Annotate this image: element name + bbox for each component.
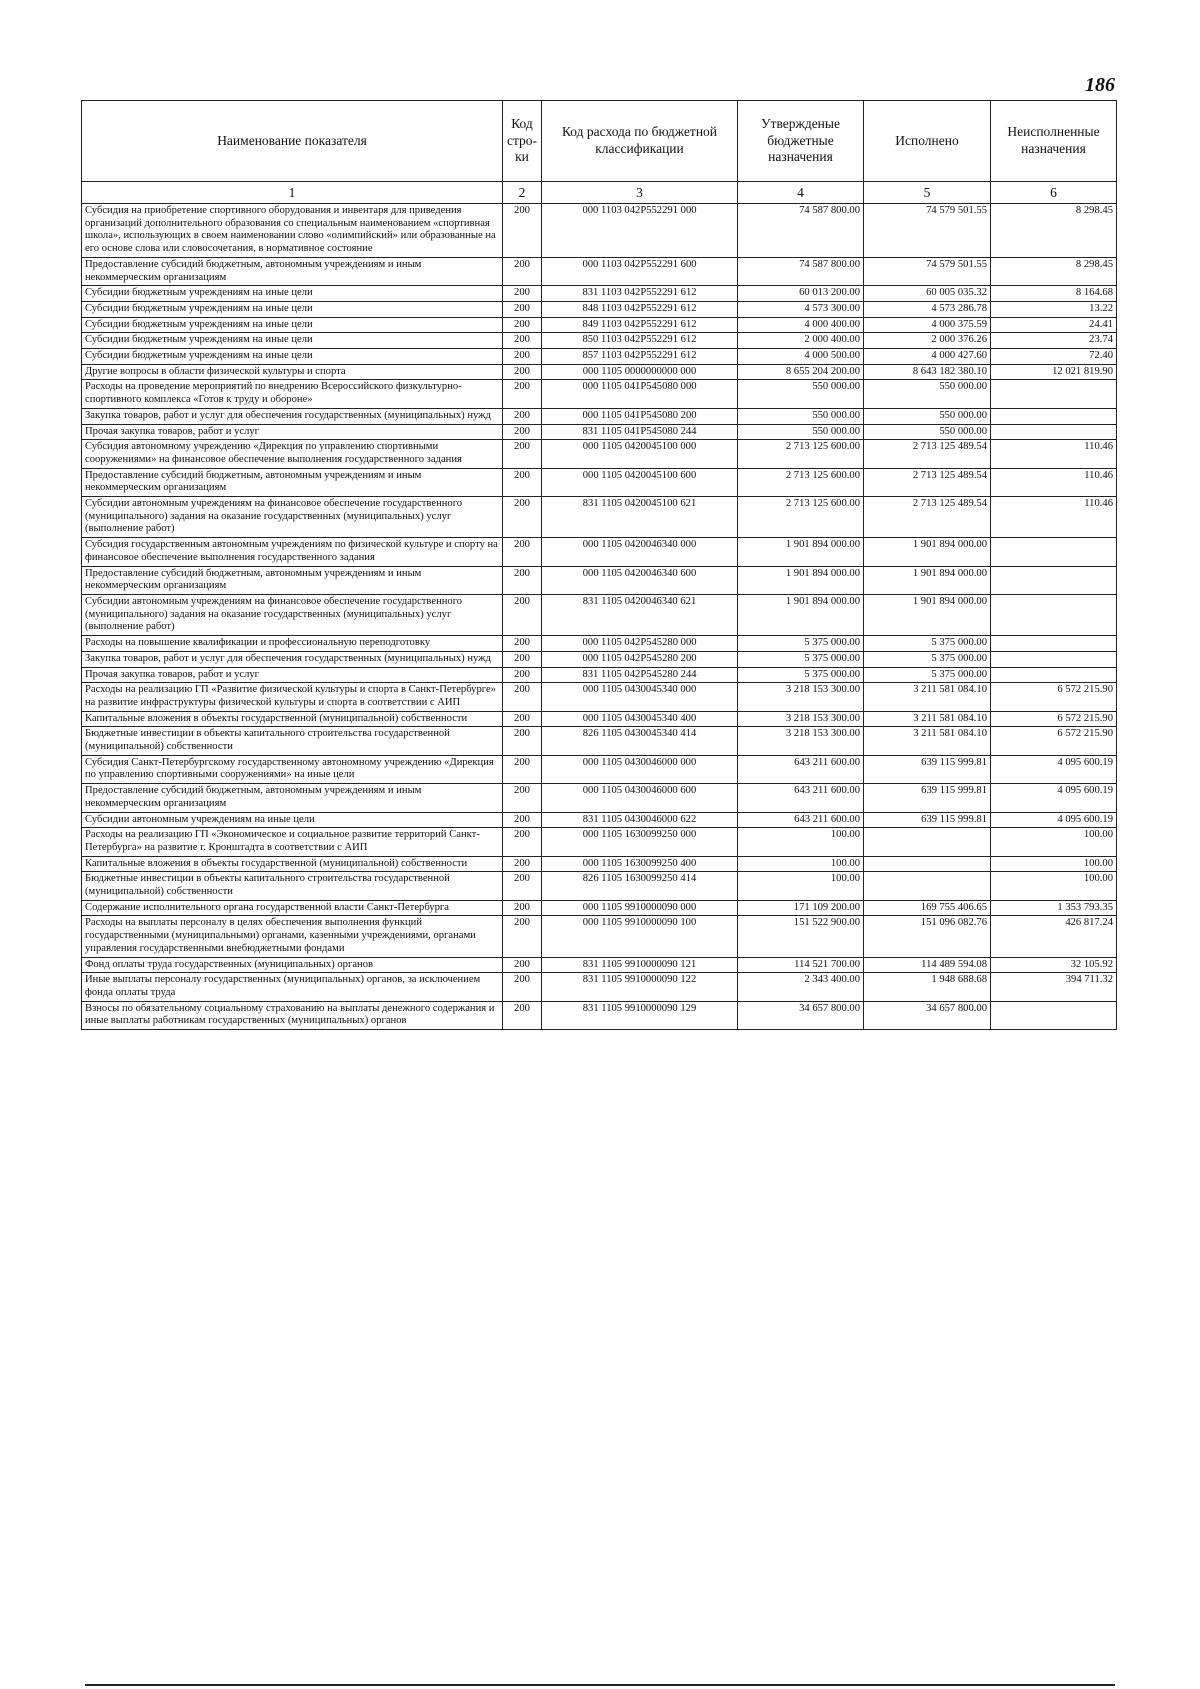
cell-expense-code: 000 1105 0430046000 600 [542,784,738,812]
cell-line-code: 200 [503,566,542,594]
cell-approved: 5 375 000.00 [738,636,864,652]
cell-expense-code: 000 1103 042Р552291 600 [542,257,738,285]
table-row [82,594,1117,635]
cell-unexecuted: 6 572 215.90 [991,683,1117,711]
cell-unexecuted [991,667,1117,683]
table-row [82,1001,1117,1029]
cell-indicator-name: Субсидии бюджетным учреждениям на иные цели [82,286,503,302]
cell-indicator-name: Субсидия на приобретение спортивного оборудования и инвентаря для приведения организаций дополнительного образования со специальным наименованием «спортивная школа», использующих в своем наименовании слово «олимпийский» или образованные на его основе слова или словосочетания, в нормативное состояние [82,204,503,258]
cell-line-code: 200 [503,755,542,783]
cell-unexecuted: 4 095 600.19 [991,812,1117,828]
cell-line-code: 200 [503,594,542,635]
cell-executed: 74 579 501.55 [864,204,991,258]
cell-executed: 639 115 999.81 [864,755,991,783]
cell-unexecuted [991,380,1117,408]
table-row [82,333,1117,349]
cell-expense-code: 000 1105 0430045340 000 [542,683,738,711]
cell-indicator-name: Субсидии автономным учреждениям на финансовое обеспечение государственного (муниципального) задания на оказание государственных (муниципальных) услуг (выполнение работ) [82,594,503,635]
cell-expense-code: 831 1105 0420046340 621 [542,594,738,635]
header-unexecuted: Неисполненные назначения [991,101,1117,182]
cell-approved: 3 218 153 300.00 [738,711,864,727]
table-row [82,204,1117,258]
table-row [82,424,1117,440]
cell-executed: 2 713 125 489.54 [864,440,991,468]
cell-line-code: 200 [503,784,542,812]
cell-line-code: 200 [503,667,542,683]
cell-executed: 1 901 894 000.00 [864,594,991,635]
column-number: 3 [542,182,738,204]
cell-approved: 1 901 894 000.00 [738,594,864,635]
cell-executed: 169 755 406.65 [864,900,991,916]
table-row [82,828,1117,856]
cell-approved: 3 218 153 300.00 [738,683,864,711]
cell-indicator-name: Прочая закупка товаров, работ и услуг [82,424,503,440]
table-row [82,380,1117,408]
bottom-rule [85,1684,1115,1686]
cell-unexecuted: 6 572 215.90 [991,727,1117,755]
cell-unexecuted: 110.46 [991,497,1117,538]
budget-execution-table [81,100,1117,1030]
cell-executed: 1 948 688.68 [864,973,991,1001]
column-number: 5 [864,182,991,204]
cell-expense-code: 000 1105 0420045100 600 [542,468,738,496]
column-number: 2 [503,182,542,204]
table-row [82,784,1117,812]
cell-unexecuted: 426 817.24 [991,916,1117,957]
cell-approved: 114 521 700.00 [738,957,864,973]
cell-expense-code: 000 1105 9910000090 000 [542,900,738,916]
cell-executed: 5 375 000.00 [864,636,991,652]
cell-indicator-name: Бюджетные инвестиции в объекты капитального строительства государственной (муниципальной) собственности [82,727,503,755]
table-row [82,727,1117,755]
cell-line-code: 200 [503,916,542,957]
cell-unexecuted: 100.00 [991,872,1117,900]
cell-indicator-name: Расходы на выплаты персоналу в целях обеспечения выполнения функций государственными (муниципальными) органами, казенными учреждениями, органами управления государственными внебюджетными фондами [82,916,503,957]
cell-executed: 639 115 999.81 [864,784,991,812]
cell-indicator-name: Предоставление субсидий бюджетным, автономным учреждениям и иным некоммерческим организациям [82,468,503,496]
cell-executed: 2 713 125 489.54 [864,468,991,496]
cell-approved: 2 713 125 600.00 [738,440,864,468]
cell-line-code: 200 [503,257,542,285]
cell-executed: 550 000.00 [864,380,991,408]
cell-executed: 4 573 286.78 [864,301,991,317]
cell-line-code: 200 [503,727,542,755]
table-row [82,538,1117,566]
cell-line-code: 200 [503,301,542,317]
cell-expense-code: 000 1105 041Р545080 000 [542,380,738,408]
cell-executed: 3 211 581 084.10 [864,711,991,727]
cell-expense-code: 000 1105 0420046340 600 [542,566,738,594]
column-number-row [82,182,1117,204]
cell-indicator-name: Субсидии автономным учреждениям на иные цели [82,812,503,828]
cell-approved: 2 000 400.00 [738,333,864,349]
header-approved: Утвержденые бюджетные назначения [738,101,864,182]
cell-approved: 3 218 153 300.00 [738,727,864,755]
cell-approved: 550 000.00 [738,380,864,408]
table-row [82,468,1117,496]
cell-expense-code: 826 1105 0430045340 414 [542,727,738,755]
cell-approved: 2 713 125 600.00 [738,468,864,496]
header-line-code: Код стро-ки [503,101,542,182]
cell-executed [864,872,991,900]
cell-expense-code: 831 1105 9910000090 122 [542,973,738,1001]
table-row [82,301,1117,317]
cell-unexecuted: 100.00 [991,856,1117,872]
cell-expense-code: 831 1105 0430046000 622 [542,812,738,828]
header-indicator-name: Наименование показателя [82,101,503,182]
cell-executed: 5 375 000.00 [864,651,991,667]
cell-indicator-name: Субсидии бюджетным учреждениям на иные цели [82,301,503,317]
cell-unexecuted [991,408,1117,424]
table-row [82,364,1117,380]
table-row [82,900,1117,916]
cell-expense-code: 857 1103 042Р552291 612 [542,349,738,365]
cell-unexecuted: 8 298.45 [991,257,1117,285]
cell-executed: 550 000.00 [864,424,991,440]
cell-unexecuted: 23.74 [991,333,1117,349]
cell-indicator-name: Расходы на повышение квалификации и профессиональную переподготовку [82,636,503,652]
cell-executed: 2 713 125 489.54 [864,497,991,538]
cell-executed: 3 211 581 084.10 [864,727,991,755]
cell-indicator-name: Расходы на реализацию ГП «Развитие физической культуры и спорта в Санкт-Петербурге» на развитие инфраструктуры физической культуры и спорта в соответствии с АИП [82,683,503,711]
cell-line-code: 200 [503,636,542,652]
cell-line-code: 200 [503,408,542,424]
cell-approved: 550 000.00 [738,408,864,424]
cell-approved: 100.00 [738,872,864,900]
cell-executed: 151 096 082.76 [864,916,991,957]
cell-executed: 550 000.00 [864,408,991,424]
table-row [82,440,1117,468]
cell-line-code: 200 [503,286,542,302]
cell-approved: 4 573 300.00 [738,301,864,317]
cell-indicator-name: Субсидия государственным автономным учреждениям по физической культуре и спорту на финансовое обеспечение выполнения государственного задания [82,538,503,566]
cell-approved: 550 000.00 [738,424,864,440]
cell-line-code: 200 [503,468,542,496]
cell-unexecuted: 4 095 600.19 [991,784,1117,812]
cell-expense-code: 000 1105 0420046340 000 [542,538,738,566]
cell-unexecuted [991,594,1117,635]
column-number: 6 [991,182,1117,204]
cell-indicator-name: Субсидии бюджетным учреждениям на иные цели [82,349,503,365]
cell-approved: 643 211 600.00 [738,784,864,812]
cell-expense-code: 831 1105 041Р545080 244 [542,424,738,440]
cell-approved: 4 000 500.00 [738,349,864,365]
cell-indicator-name: Расходы на реализацию ГП «Экономическое и социальное развитие территорий Санкт-Петербурга» на развитие г. Кронштадта в соответствии с АИП [82,828,503,856]
cell-executed: 4 000 427.60 [864,349,991,365]
table-header-row [82,101,1117,182]
cell-line-code: 200 [503,204,542,258]
cell-line-code: 200 [503,812,542,828]
cell-line-code: 200 [503,973,542,1001]
cell-approved: 171 109 200.00 [738,900,864,916]
header-expense-code: Код расхода по бюджетной классификации [542,101,738,182]
cell-line-code: 200 [503,538,542,566]
cell-approved: 74 587 800.00 [738,204,864,258]
cell-expense-code: 000 1105 0430045340 400 [542,711,738,727]
cell-expense-code: 000 1105 0000000000 000 [542,364,738,380]
cell-executed [864,856,991,872]
cell-indicator-name: Иные выплаты персоналу государственных (муниципальных) органов, за исключением фонда оплаты труда [82,973,503,1001]
table-row [82,408,1117,424]
table-row [82,651,1117,667]
cell-expense-code: 000 1105 9910000090 100 [542,916,738,957]
cell-line-code: 200 [503,683,542,711]
cell-indicator-name: Субсидии бюджетным учреждениям на иные цели [82,317,503,333]
cell-approved: 2 713 125 600.00 [738,497,864,538]
cell-approved: 8 655 204 200.00 [738,364,864,380]
cell-unexecuted: 12 021 819.90 [991,364,1117,380]
cell-executed [864,828,991,856]
cell-unexecuted: 1 353 793.35 [991,900,1117,916]
cell-indicator-name: Другие вопросы в области физической культуры и спорта [82,364,503,380]
cell-line-code: 200 [503,333,542,349]
cell-unexecuted: 72.40 [991,349,1117,365]
cell-expense-code: 849 1103 042Р552291 612 [542,317,738,333]
cell-indicator-name: Капитальные вложения в объекты государственной (муниципальной) собственности [82,856,503,872]
table-row [82,257,1117,285]
cell-approved: 60 013 200.00 [738,286,864,302]
cell-indicator-name: Субсидии автономным учреждениям на финансовое обеспечение государственного (муниципального) задания на оказание государственных (муниципальных) услуг (выполнение работ) [82,497,503,538]
cell-approved: 1 901 894 000.00 [738,538,864,566]
table-row [82,812,1117,828]
cell-approved: 5 375 000.00 [738,667,864,683]
table-row [82,683,1117,711]
cell-expense-code: 000 1105 0420045100 000 [542,440,738,468]
cell-approved: 74 587 800.00 [738,257,864,285]
table-row [82,755,1117,783]
cell-unexecuted: 8 164.68 [991,286,1117,302]
cell-indicator-name: Субсидия Санкт-Петербургскому государственному автономному учреждению «Дирекция по управлению спортивными сооружениями» на иные цели [82,755,503,783]
cell-indicator-name: Бюджетные инвестиции в объекты капитального строительства государственной (муниципальной) собственности [82,872,503,900]
cell-executed: 639 115 999.81 [864,812,991,828]
cell-indicator-name: Субсидии бюджетным учреждениям на иные цели [82,333,503,349]
cell-indicator-name: Прочая закупка товаров, работ и услуг [82,667,503,683]
table-row [82,497,1117,538]
cell-indicator-name: Капитальные вложения в объекты государственной (муниципальной) собственности [82,711,503,727]
table-row [82,566,1117,594]
cell-unexecuted: 394 711.32 [991,973,1117,1001]
table-row [82,286,1117,302]
cell-expense-code: 000 1103 042Р552291 000 [542,204,738,258]
cell-indicator-name: Предоставление субсидий бюджетным, автономным учреждениям и иным некоммерческим организациям [82,257,503,285]
cell-indicator-name: Взносы по обязательному социальному страхованию на выплаты денежного содержания и иные выплаты работникам государственных (муниципальных) органов [82,1001,503,1029]
cell-expense-code: 831 1105 9910000090 121 [542,957,738,973]
cell-line-code: 200 [503,440,542,468]
table-row [82,957,1117,973]
cell-expense-code: 831 1105 042Р545280 244 [542,667,738,683]
cell-line-code: 200 [503,651,542,667]
cell-expense-code: 000 1105 1630099250 400 [542,856,738,872]
cell-unexecuted [991,566,1117,594]
cell-executed: 60 005 035.32 [864,286,991,302]
cell-approved: 151 522 900.00 [738,916,864,957]
cell-expense-code: 826 1105 1630099250 414 [542,872,738,900]
cell-line-code: 200 [503,424,542,440]
cell-unexecuted [991,538,1117,566]
cell-approved: 100.00 [738,828,864,856]
cell-indicator-name: Предоставление субсидий бюджетным, автономным учреждениям и иным некоммерческим организациям [82,566,503,594]
table-row [82,872,1117,900]
cell-expense-code: 831 1105 0420045100 621 [542,497,738,538]
cell-unexecuted [991,1001,1117,1029]
cell-executed: 2 000 376.26 [864,333,991,349]
cell-unexecuted: 4 095 600.19 [991,755,1117,783]
cell-line-code: 200 [503,364,542,380]
cell-approved: 34 657 800.00 [738,1001,864,1029]
cell-expense-code: 000 1105 041Р545080 200 [542,408,738,424]
cell-approved: 4 000 400.00 [738,317,864,333]
cell-unexecuted: 110.46 [991,468,1117,496]
cell-line-code: 200 [503,497,542,538]
column-number: 4 [738,182,864,204]
cell-approved: 643 211 600.00 [738,755,864,783]
cell-expense-code: 831 1103 042Р552291 612 [542,286,738,302]
cell-indicator-name: Закупка товаров, работ и услуг для обеспечения государственных (муниципальных) нужд [82,408,503,424]
cell-executed: 34 657 800.00 [864,1001,991,1029]
cell-expense-code: 000 1105 1630099250 000 [542,828,738,856]
table-row [82,636,1117,652]
cell-executed: 3 211 581 084.10 [864,683,991,711]
cell-expense-code: 000 1105 042Р545280 200 [542,651,738,667]
cell-line-code: 200 [503,317,542,333]
table-row [82,711,1117,727]
cell-executed: 114 489 594.08 [864,957,991,973]
cell-line-code: 200 [503,900,542,916]
cell-executed: 5 375 000.00 [864,667,991,683]
table-row [82,349,1117,365]
cell-executed: 1 901 894 000.00 [864,566,991,594]
cell-indicator-name: Содержание исполнительного органа государственной власти Санкт-Петербурга [82,900,503,916]
table-row [82,973,1117,1001]
table-row [82,856,1117,872]
header-executed: Исполнено [864,101,991,182]
table-row [82,317,1117,333]
cell-unexecuted [991,424,1117,440]
column-number: 1 [82,182,503,204]
cell-expense-code: 831 1105 9910000090 129 [542,1001,738,1029]
cell-unexecuted [991,651,1117,667]
cell-line-code: 200 [503,957,542,973]
cell-unexecuted: 8 298.45 [991,204,1117,258]
cell-indicator-name: Закупка товаров, работ и услуг для обеспечения государственных (муниципальных) нужд [82,651,503,667]
cell-indicator-name: Субсидия автономному учреждению «Дирекция по управлению спортивными сооружениями» на финансовое обеспечение выполнения государственного задания [82,440,503,468]
cell-approved: 2 343 400.00 [738,973,864,1001]
cell-line-code: 200 [503,856,542,872]
cell-indicator-name: Фонд оплаты труда государственных (муниципальных) органов [82,957,503,973]
cell-unexecuted: 6 572 215.90 [991,711,1117,727]
cell-line-code: 200 [503,711,542,727]
cell-line-code: 200 [503,380,542,408]
cell-approved: 1 901 894 000.00 [738,566,864,594]
cell-expense-code: 000 1105 042Р545280 000 [542,636,738,652]
table-row [82,916,1117,957]
cell-unexecuted [991,636,1117,652]
page-number: 186 [1085,74,1115,96]
cell-approved: 100.00 [738,856,864,872]
cell-executed: 1 901 894 000.00 [864,538,991,566]
cell-executed: 74 579 501.55 [864,257,991,285]
cell-line-code: 200 [503,828,542,856]
cell-expense-code: 000 1105 0430046000 000 [542,755,738,783]
cell-expense-code: 848 1103 042Р552291 612 [542,301,738,317]
cell-unexecuted: 100.00 [991,828,1117,856]
cell-line-code: 200 [503,349,542,365]
cell-indicator-name: Расходы на проведение мероприятий по внедрению Всероссийского физкультурно-спортивного комплекса «Готов к труду и обороне» [82,380,503,408]
cell-unexecuted: 13.22 [991,301,1117,317]
cell-unexecuted: 24.41 [991,317,1117,333]
cell-line-code: 200 [503,872,542,900]
cell-expense-code: 850 1103 042Р552291 612 [542,333,738,349]
cell-unexecuted: 32 105.92 [991,957,1117,973]
cell-unexecuted: 110.46 [991,440,1117,468]
cell-line-code: 200 [503,1001,542,1029]
table-row [82,667,1117,683]
cell-indicator-name: Предоставление субсидий бюджетным, автономным учреждениям и иным некоммерческим организациям [82,784,503,812]
cell-approved: 5 375 000.00 [738,651,864,667]
cell-executed: 8 643 182 380.10 [864,364,991,380]
table-body [82,204,1117,1030]
cell-executed: 4 000 375.59 [864,317,991,333]
cell-approved: 643 211 600.00 [738,812,864,828]
